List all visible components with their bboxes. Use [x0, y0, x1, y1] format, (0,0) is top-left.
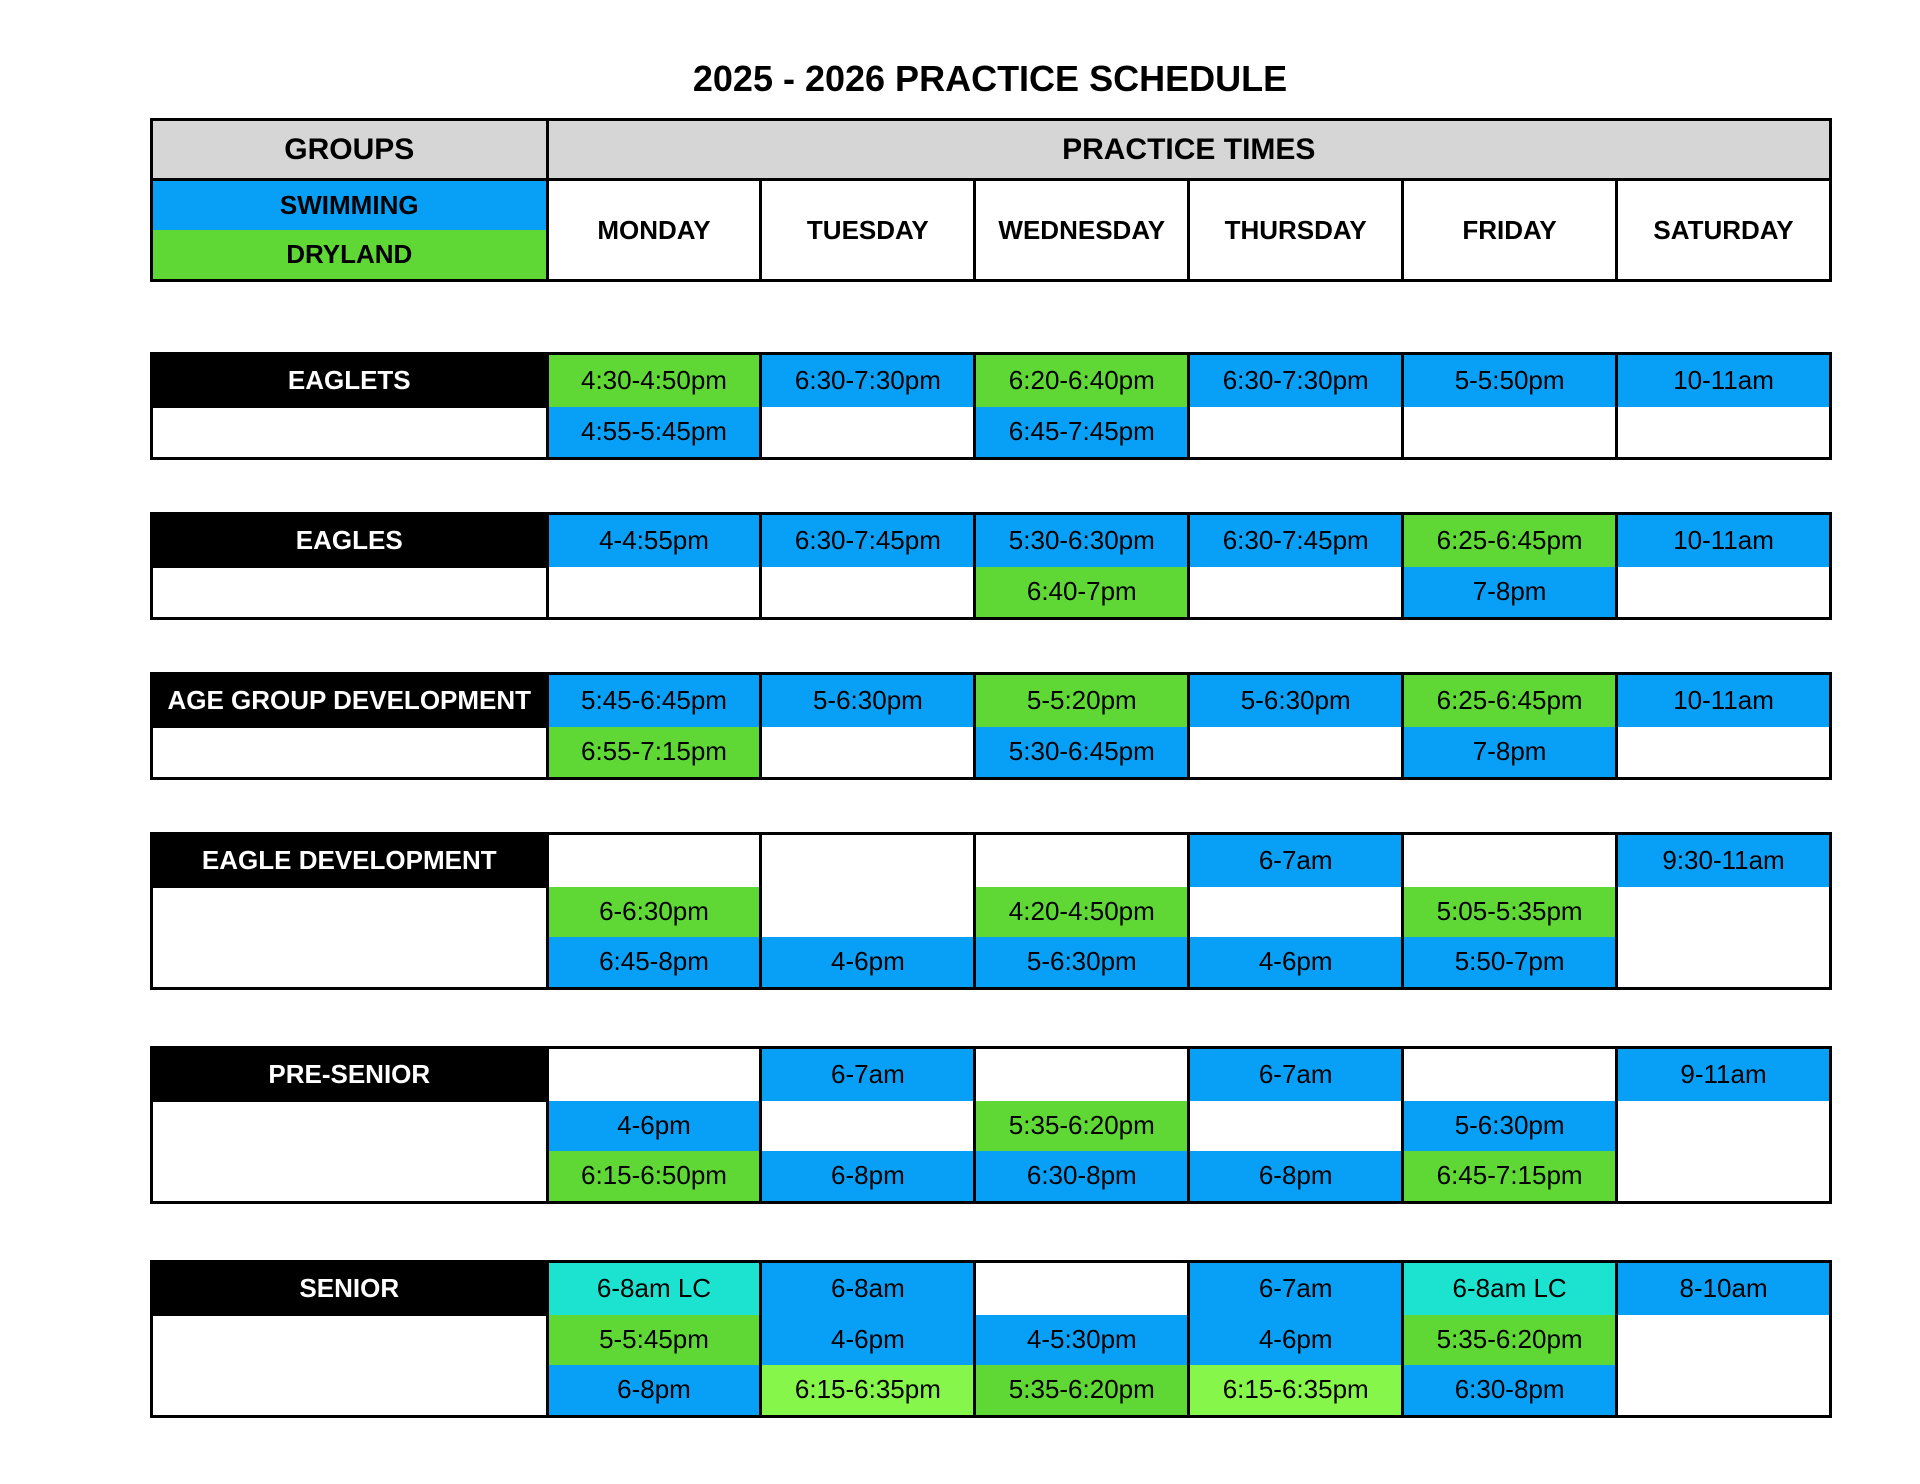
schedule-row — [152, 887, 1831, 937]
time-slot — [1617, 727, 1831, 779]
page-title: 2025 - 2026 PRACTICE SCHEDULE — [692, 58, 1288, 99]
time-slot: 6-7am — [1189, 834, 1403, 887]
time-slot: 4-6pm — [1189, 937, 1403, 989]
time-slot: 5:35-6:20pm — [975, 1101, 1189, 1151]
schedule-row — [152, 354, 1831, 407]
time-slot — [761, 834, 975, 887]
time-slot: 5-6:30pm — [1189, 674, 1403, 727]
time-slot: 6-7am — [761, 1048, 975, 1101]
group-table — [150, 512, 1832, 620]
time-slot: 6-8pm — [761, 1151, 975, 1203]
group-name: EAGLES — [152, 514, 548, 567]
time-slot — [761, 887, 975, 937]
time-slot: 10-11am — [1617, 674, 1831, 727]
practice-times-header: PRACTICE TIMES — [547, 120, 1830, 180]
time-slot — [761, 407, 975, 459]
time-slot — [1403, 834, 1617, 887]
time-slot: 5-5:50pm — [1403, 354, 1617, 407]
time-slot: 4-6pm — [1189, 1315, 1403, 1365]
time-slot: 6:30-7:45pm — [1189, 514, 1403, 567]
time-slot: 6:30-7:30pm — [1189, 354, 1403, 407]
time-slot — [547, 567, 761, 619]
day-header-thursday: THURSDAY — [1189, 180, 1403, 281]
schedule-row — [152, 834, 1831, 887]
time-slot: 6-8pm — [547, 1365, 761, 1417]
time-slot: 5:05-5:35pm — [1403, 887, 1617, 937]
time-slot: 6:55-7:15pm — [547, 727, 761, 779]
group-blank-cell — [152, 1315, 548, 1417]
day-header-wednesday: WEDNESDAY — [975, 180, 1189, 281]
time-slot: 6:45-7:15pm — [1403, 1151, 1617, 1203]
group-name: SENIOR — [152, 1262, 548, 1315]
day-header-saturday: SATURDAY — [1616, 180, 1830, 281]
time-slot: 8-10am — [1617, 1262, 1831, 1315]
group-table — [150, 352, 1832, 460]
time-slot: 5-5:20pm — [975, 674, 1189, 727]
time-slot — [761, 567, 975, 619]
time-slot: 4:20-4:50pm — [975, 887, 1189, 937]
time-slot — [761, 727, 975, 779]
time-slot: 7-8pm — [1403, 567, 1617, 619]
time-slot: 4-4:55pm — [547, 514, 761, 567]
time-slot: 6:45-7:45pm — [975, 407, 1189, 459]
time-slot — [547, 1048, 761, 1101]
time-slot: 6:25-6:45pm — [1403, 514, 1617, 567]
time-slot: 6:40-7pm — [975, 567, 1189, 619]
time-slot: 5:30-6:45pm — [975, 727, 1189, 779]
day-header-tuesday: TUESDAY — [761, 180, 975, 281]
group-table — [150, 832, 1832, 990]
time-slot: 6-8am LC — [547, 1262, 761, 1315]
time-slot — [1403, 407, 1617, 459]
time-slot: 9-11am — [1617, 1048, 1831, 1101]
time-slot — [1189, 887, 1403, 937]
time-slot: 6:30-8pm — [1403, 1365, 1617, 1417]
time-slot: 5:45-6:45pm — [547, 674, 761, 727]
group-name: AGE GROUP DEVELOPMENT — [152, 674, 548, 727]
time-slot: 4-6pm — [761, 1315, 975, 1365]
time-slot: 5:30-6:30pm — [975, 514, 1189, 567]
time-slot: 10-11am — [1617, 354, 1831, 407]
time-slot: 6:45-8pm — [547, 937, 761, 989]
time-slot — [975, 1262, 1189, 1315]
time-slot: 5-6:30pm — [761, 674, 975, 727]
time-slot — [1617, 567, 1831, 619]
group-blank-cell — [152, 567, 548, 619]
time-slot: 5:35-6:20pm — [975, 1365, 1189, 1417]
day-header-monday: MONDAY — [547, 180, 761, 281]
time-slot: 5:35-6:20pm — [1403, 1315, 1617, 1365]
time-slot: 6:25-6:45pm — [1403, 674, 1617, 727]
time-slot: 6-8pm — [1189, 1151, 1403, 1203]
time-slot — [1617, 1151, 1831, 1203]
time-slot: 6:30-8pm — [975, 1151, 1189, 1203]
schedule-row — [152, 674, 1831, 727]
time-slot: 6-8am LC — [1403, 1262, 1617, 1315]
group-blank-cell — [152, 727, 548, 779]
time-slot — [1189, 727, 1403, 779]
time-slot: 4-5:30pm — [975, 1315, 1189, 1365]
time-slot: 4-6pm — [547, 1101, 761, 1151]
time-slot: 4-6pm — [761, 937, 975, 989]
time-slot: 6:20-6:40pm — [975, 354, 1189, 407]
time-slot: 5-6:30pm — [975, 937, 1189, 989]
time-slot: 5-5:45pm — [547, 1315, 761, 1365]
time-slot: 6:30-7:45pm — [761, 514, 975, 567]
time-slot: 6:30-7:30pm — [761, 354, 975, 407]
time-slot: 6:15-6:35pm — [761, 1365, 975, 1417]
schedule-row — [152, 1262, 1831, 1315]
schedule-row — [152, 407, 1831, 459]
schedule-row — [152, 514, 1831, 567]
schedule-row — [152, 567, 1831, 619]
group-table — [150, 1046, 1832, 1204]
legend-swimming: SWIMMING — [153, 181, 546, 230]
time-slot — [1189, 407, 1403, 459]
time-slot — [1617, 1365, 1831, 1417]
group-name: EAGLETS — [152, 354, 548, 407]
schedule-row — [152, 1315, 1831, 1365]
time-slot: 7-8pm — [1403, 727, 1617, 779]
time-slot: 6:15-6:35pm — [1189, 1365, 1403, 1417]
time-slot: 4:55-5:45pm — [547, 407, 761, 459]
time-slot: 6-7am — [1189, 1262, 1403, 1315]
group-name: PRE-SENIOR — [152, 1048, 548, 1101]
group-name: EAGLE DEVELOPMENT — [152, 834, 548, 887]
time-slot: 10-11am — [1617, 514, 1831, 567]
schedule-row — [152, 727, 1831, 779]
group-blank-cell — [152, 887, 548, 989]
time-slot: 6-6:30pm — [547, 887, 761, 937]
time-slot: 6-7am — [1189, 1048, 1403, 1101]
time-slot: 6:15-6:50pm — [547, 1151, 761, 1203]
group-blank-cell — [152, 1101, 548, 1203]
time-slot — [1617, 407, 1831, 459]
legend-dryland: DRYLAND — [153, 230, 546, 279]
time-slot — [975, 1048, 1189, 1101]
time-slot — [1617, 1101, 1831, 1151]
day-header-friday: FRIDAY — [1403, 180, 1617, 281]
time-slot: 4:30-4:50pm — [547, 354, 761, 407]
time-slot — [975, 834, 1189, 887]
group-table — [150, 1260, 1832, 1418]
time-slot: 5:50-7pm — [1403, 937, 1617, 989]
time-slot — [1617, 887, 1831, 937]
groups-header: GROUPS — [152, 120, 548, 180]
time-slot — [547, 834, 761, 887]
time-slot: 5-6:30pm — [1403, 1101, 1617, 1151]
time-slot: 6-8am — [761, 1262, 975, 1315]
schedule-row — [152, 1048, 1831, 1101]
time-slot — [1403, 1048, 1617, 1101]
header-table — [150, 118, 1832, 282]
legend — [152, 180, 548, 281]
group-table — [150, 672, 1832, 780]
time-slot — [1617, 937, 1831, 989]
group-blank-cell — [152, 407, 548, 459]
time-slot: 9:30-11am — [1617, 834, 1831, 887]
time-slot — [1189, 1101, 1403, 1151]
schedule-row — [152, 1101, 1831, 1151]
time-slot — [1189, 567, 1403, 619]
time-slot — [1617, 1315, 1831, 1365]
time-slot — [761, 1101, 975, 1151]
